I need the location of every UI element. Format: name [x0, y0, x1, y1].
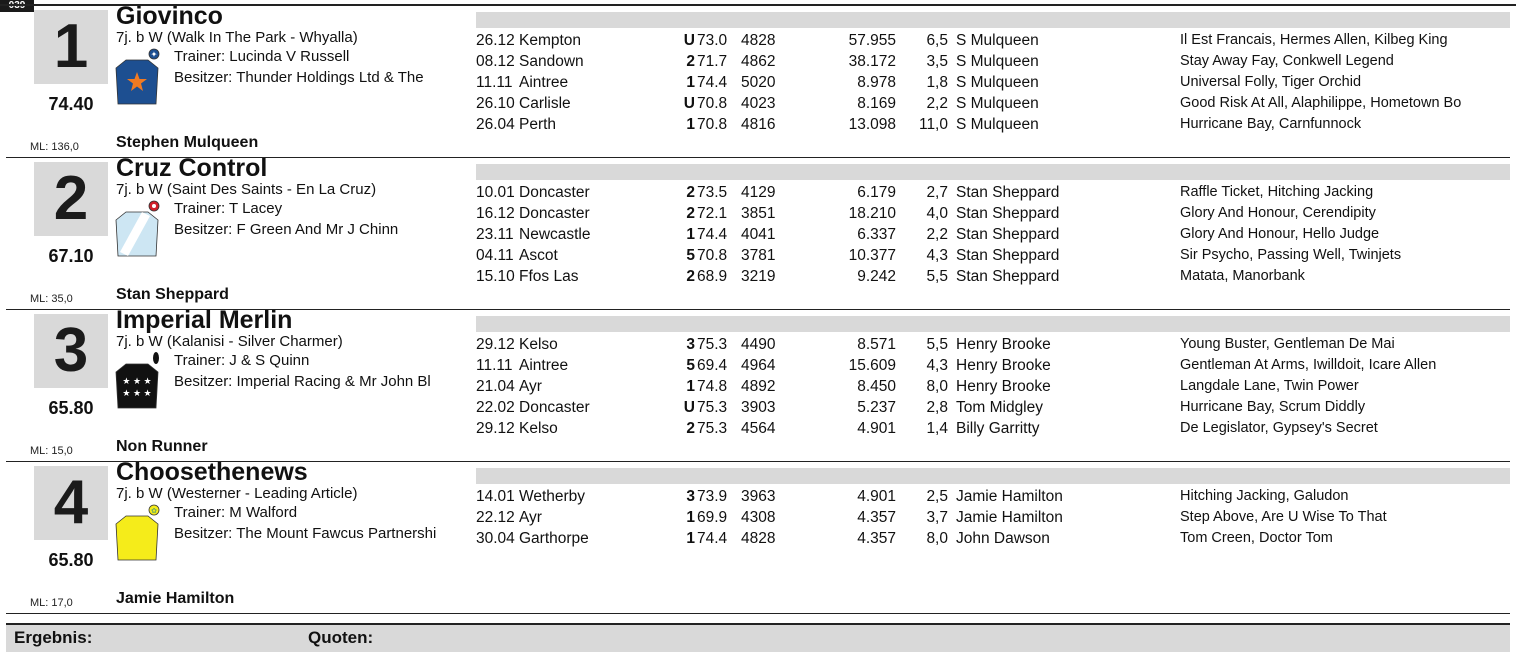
form-table [0, 32, 1516, 137]
race-jockey: Henry Brooke [956, 336, 1051, 353]
result-footer [6, 623, 1510, 652]
form-row [0, 95, 1516, 116]
horse-rating: 65.80 [48, 550, 94, 570]
form-row [0, 399, 1516, 420]
race-odds: 5,5 [926, 336, 948, 353]
race-prize: 8.571 [857, 336, 896, 353]
race-date: 26.10 [476, 95, 515, 112]
race-rating: 69.4 [697, 357, 728, 374]
race-jockey: Tom Midgley [956, 399, 1043, 416]
race-odds: 8,0 [926, 530, 948, 547]
finish-position: 1 [686, 226, 695, 243]
finish-position: U [683, 399, 695, 416]
trainer-name: Trainer: T Lacey [174, 200, 283, 217]
race-jockey: John Dawson [956, 530, 1050, 547]
horse-name[interactable]: Cruz Control [116, 154, 268, 182]
race-date: 10.01 [476, 184, 515, 201]
race-course: Ayr [519, 378, 542, 395]
jockey-name: Non Runner [116, 438, 208, 455]
race-rating: 73.9 [697, 488, 728, 505]
race-prize: 6.179 [857, 184, 896, 201]
finish-position: 2 [686, 420, 695, 437]
race-distance: 4816 [741, 116, 776, 133]
finish-position: 2 [686, 53, 695, 70]
race-distance: 4564 [741, 420, 776, 437]
race-jockey: Jamie Hamilton [956, 488, 1063, 505]
trainer-name: Trainer: J & S Quinn [174, 352, 310, 369]
race-course: Doncaster [519, 184, 590, 201]
form-row [0, 32, 1516, 53]
race-distance: 4964 [741, 357, 776, 374]
race-distance: 4828 [741, 530, 776, 547]
race-jockey: S Mulqueen [956, 53, 1039, 70]
morning-line-odds: ML: 15,0 [30, 445, 73, 457]
horse-divider [6, 613, 1510, 614]
finish-position: 1 [686, 74, 695, 91]
form-header-band [476, 164, 1510, 180]
race-prize: 9.242 [857, 268, 896, 285]
form-row [0, 116, 1516, 137]
race-rating: 75.3 [697, 399, 728, 416]
form-header-band [476, 316, 1510, 332]
race-course: Sandown [519, 53, 584, 70]
race-course: Newcastle [519, 226, 591, 243]
result-label: Ergebnis: [14, 628, 93, 647]
race-distance: 4041 [741, 226, 776, 243]
horse-name[interactable]: Giovinco [116, 2, 223, 30]
form-row [0, 268, 1516, 289]
race-odds: 3,5 [926, 53, 948, 70]
race-date: 11.11 [476, 74, 513, 91]
race-rivals: Young Buster, Gentleman De Mai [1180, 336, 1395, 352]
finish-position: 1 [686, 530, 695, 547]
race-date: 29.12 [476, 420, 515, 437]
race-date: 22.02 [476, 399, 515, 416]
form-row [0, 247, 1516, 268]
race-rivals: Glory And Honour, Cerendipity [1180, 205, 1376, 221]
race-rating: 74.4 [697, 530, 728, 547]
race-odds: 8,0 [926, 378, 948, 395]
race-prize: 8.169 [857, 95, 896, 112]
race-distance: 4308 [741, 509, 776, 526]
race-rating: 73.0 [697, 32, 728, 49]
form-row [0, 357, 1516, 378]
race-distance: 4892 [741, 378, 776, 395]
form-row [0, 336, 1516, 357]
race-prize: 6.337 [857, 226, 896, 243]
form-row [0, 205, 1516, 226]
race-prize: 8.450 [857, 378, 896, 395]
race-odds: 1,8 [926, 74, 948, 91]
race-number-tag [0, 0, 34, 12]
horse-number: 4 [34, 466, 108, 540]
finish-position: 2 [686, 268, 695, 285]
horse-breeding: 7j. b W (Saint Des Saints - En La Cruz) [116, 181, 377, 198]
race-course: Kelso [519, 336, 558, 353]
race-date: 30.04 [476, 530, 515, 547]
owner-name: Besitzer: Thunder Holdings Ltd & The [174, 69, 424, 86]
horse-name[interactable]: Imperial Merlin [116, 306, 293, 334]
horse-number: 1 [34, 10, 108, 84]
race-jockey: Jamie Hamilton [956, 509, 1063, 526]
race-prize: 8.978 [857, 74, 896, 91]
race-rivals: Raffle Ticket, Hitching Jacking [1180, 184, 1374, 200]
race-distance: 3963 [741, 488, 776, 505]
form-table [0, 488, 1516, 551]
race-odds: 1,4 [926, 420, 948, 437]
race-rivals: Matata, Manorbank [1180, 268, 1305, 284]
race-course: Carlisle [519, 95, 571, 112]
race-course: Doncaster [519, 399, 590, 416]
race-rivals: Universal Folly, Tiger Orchid [1180, 74, 1362, 90]
race-rating: 71.7 [697, 53, 728, 70]
finish-position: 3 [686, 488, 695, 505]
race-rivals: Hitching Jacking, Galudon [1180, 488, 1349, 504]
jockey-name: Jamie Hamilton [116, 590, 235, 607]
race-rivals: Good Risk At All, Alaphilippe, Hometown Bo [1180, 95, 1462, 111]
form-table [0, 336, 1516, 441]
race-jockey: Stan Sheppard [956, 205, 1060, 222]
race-odds: 4,0 [926, 205, 948, 222]
race-prize: 38.172 [848, 53, 896, 70]
race-course: Ayr [519, 509, 542, 526]
race-rivals: Hurricane Bay, Scrum Diddly [1180, 399, 1366, 415]
race-date: 08.12 [476, 53, 515, 70]
form-row [0, 420, 1516, 441]
race-course: Garthorpe [519, 530, 589, 547]
race-distance: 4490 [741, 336, 776, 353]
race-odds: 2,5 [926, 488, 948, 505]
form-row [0, 74, 1516, 95]
horse-breeding: 7j. b W (Westerner - Leading Article) [116, 485, 358, 502]
race-rating: 70.8 [697, 95, 728, 112]
jockey-name: Stan Sheppard [116, 286, 229, 303]
finish-position: 1 [686, 509, 695, 526]
race-course: Doncaster [519, 205, 590, 222]
form-row [0, 184, 1516, 205]
horse-number: 3 [34, 314, 108, 388]
finish-position: 5 [686, 357, 695, 374]
race-prize: 57.955 [848, 32, 896, 49]
race-odds: 2,8 [926, 399, 948, 416]
race-course: Ascot [519, 247, 558, 264]
race-date: 23.11 [476, 226, 514, 243]
race-course: Ffos Las [519, 268, 579, 285]
race-odds: 3,7 [926, 509, 948, 526]
race-prize: 10.377 [848, 247, 896, 264]
race-course: Perth [519, 116, 557, 133]
race-odds: 4,3 [926, 357, 948, 374]
race-odds: 5,5 [926, 268, 948, 285]
race-odds: 2,2 [926, 95, 948, 112]
race-prize: 4.357 [857, 530, 896, 547]
race-rivals: Glory And Honour, Hello Judge [1180, 226, 1380, 242]
race-jockey: S Mulqueen [956, 74, 1039, 91]
finish-position: 5 [686, 247, 695, 264]
race-prize: 4.901 [857, 420, 896, 437]
finish-position: 3 [686, 336, 695, 353]
race-jockey: Stan Sheppard [956, 268, 1060, 285]
race-distance: 4129 [741, 184, 776, 201]
race-date: 15.10 [476, 268, 515, 285]
race-jockey: Stan Sheppard [956, 226, 1060, 243]
race-jockey: Henry Brooke [956, 357, 1051, 374]
race-prize: 4.901 [857, 488, 896, 505]
race-jockey: Henry Brooke [956, 378, 1051, 395]
race-course: Kempton [519, 32, 582, 49]
finish-position: 2 [686, 205, 695, 222]
race-date: 29.12 [476, 336, 515, 353]
race-prize: 15.609 [848, 357, 896, 374]
race-rivals: Hurricane Bay, Carnfunnock [1180, 116, 1362, 132]
race-jockey: Billy Garritty [956, 420, 1040, 437]
horse-rating: 65.80 [48, 398, 94, 418]
top-divider [0, 4, 1516, 6]
trainer-name: Trainer: M Walford [174, 504, 298, 521]
race-rivals: Sir Psycho, Passing Well, Twinjets [1180, 247, 1402, 263]
race-distance: 4023 [741, 95, 776, 112]
form-row [0, 378, 1516, 399]
race-rivals: Langdale Lane, Twin Power [1180, 378, 1359, 394]
race-rivals: De Legislator, Gypsey's Secret [1180, 420, 1378, 436]
race-date: 26.12 [476, 32, 515, 49]
svg-text:✦: ✦ [150, 50, 158, 59]
race-distance: 5020 [741, 74, 776, 91]
race-rating: 73.5 [697, 184, 728, 201]
race-date: 14.01 [476, 488, 515, 505]
race-odds: 2,2 [926, 226, 948, 243]
race-rating: 74.4 [697, 74, 728, 91]
jockey-name: Stephen Mulqueen [116, 134, 259, 151]
race-odds: 2,7 [926, 184, 948, 201]
finish-position: 1 [686, 116, 695, 133]
morning-line-odds: ML: 35,0 [30, 293, 73, 305]
owner-name: Besitzer: The Mount Fawcus Partnershi [174, 525, 437, 542]
race-odds: 6,5 [926, 32, 948, 49]
race-distance: 3781 [741, 247, 776, 264]
form-row [0, 488, 1516, 509]
race-date: 21.04 [476, 378, 515, 395]
horse-name[interactable]: Choosethenews [116, 458, 308, 486]
race-distance: 4828 [741, 32, 776, 49]
finish-position: U [683, 95, 695, 112]
race-distance: 4862 [741, 53, 776, 70]
form-header-band [476, 12, 1510, 28]
race-distance: 3903 [741, 399, 776, 416]
owner-name: Besitzer: F Green And Mr J Chinn [174, 221, 399, 238]
race-rivals: Il Est Francais, Hermes Allen, Kilbeg King [1180, 32, 1448, 48]
svg-text:★ ★ ★: ★ ★ ★ [122, 376, 152, 386]
race-distance: 3851 [741, 205, 776, 222]
race-rating: 70.8 [697, 247, 728, 264]
form-row [0, 530, 1516, 551]
form-row [0, 509, 1516, 530]
svg-text:★ ★ ★: ★ ★ ★ [122, 388, 152, 398]
svg-text:✿: ✿ [151, 508, 157, 515]
form-row [0, 226, 1516, 247]
race-jockey: Stan Sheppard [956, 247, 1060, 264]
horse-rating: 74.40 [48, 94, 94, 114]
finish-position: 1 [686, 378, 695, 395]
race-jockey: S Mulqueen [956, 95, 1039, 112]
race-rivals: Stay Away Fay, Conkwell Legend [1180, 53, 1394, 69]
form-row [0, 53, 1516, 74]
race-prize: 4.357 [857, 509, 896, 526]
race-jockey: S Mulqueen [956, 32, 1039, 49]
race-course: Aintree [519, 357, 569, 374]
form-header-band [476, 468, 1510, 484]
race-rivals: Gentleman At Arms, Iwilldoit, Icare Allen [1180, 357, 1437, 373]
race-rating: 75.3 [697, 336, 728, 353]
race-rating: 72.1 [697, 205, 728, 222]
race-prize: 5.237 [857, 399, 896, 416]
race-date: 26.04 [476, 116, 515, 133]
race-odds: 11,0 [918, 116, 948, 133]
race-jockey: Stan Sheppard [956, 184, 1060, 201]
horse-breeding: 7j. b W (Walk In The Park - Whyalla) [116, 29, 358, 46]
finish-position: U [683, 32, 695, 49]
owner-name: Besitzer: Imperial Racing & Mr John Bl [174, 373, 431, 390]
race-date: 22.12 [476, 509, 515, 526]
morning-line-odds: ML: 136,0 [30, 141, 79, 153]
race-rivals: Tom Creen, Doctor Tom [1180, 530, 1333, 546]
race-rating: 74.4 [697, 226, 728, 243]
race-rating: 69.9 [697, 509, 728, 526]
horse-rating: 67.10 [48, 246, 94, 266]
trainer-name: Trainer: Lucinda V Russell [174, 48, 350, 65]
race-rating: 75.3 [697, 420, 728, 437]
race-rating: 70.8 [697, 116, 728, 133]
race-prize: 13.098 [848, 116, 896, 133]
horse-breeding: 7j. b W (Kalanisi - Silver Charmer) [116, 333, 343, 350]
race-rating: 68.9 [697, 268, 728, 285]
race-prize: 18.210 [848, 205, 896, 222]
race-rivals: Step Above, Are U Wise To That [1180, 509, 1387, 525]
race-jockey: S Mulqueen [956, 116, 1039, 133]
morning-line-odds: ML: 17,0 [30, 597, 73, 609]
race-date: 16.12 [476, 205, 515, 222]
race-date: 11.11 [476, 357, 513, 374]
race-odds: 4,3 [926, 247, 948, 264]
finish-position: 2 [686, 184, 695, 201]
race-course: Wetherby [519, 488, 586, 505]
race-course: Aintree [519, 74, 569, 91]
race-rating: 74.8 [697, 378, 728, 395]
race-course: Kelso [519, 420, 558, 437]
form-table [0, 184, 1516, 289]
race-date: 04.11 [476, 247, 514, 264]
odds-label: Quoten: [308, 628, 374, 647]
horse-number: 2 [34, 162, 108, 236]
race-distance: 3219 [741, 268, 776, 285]
